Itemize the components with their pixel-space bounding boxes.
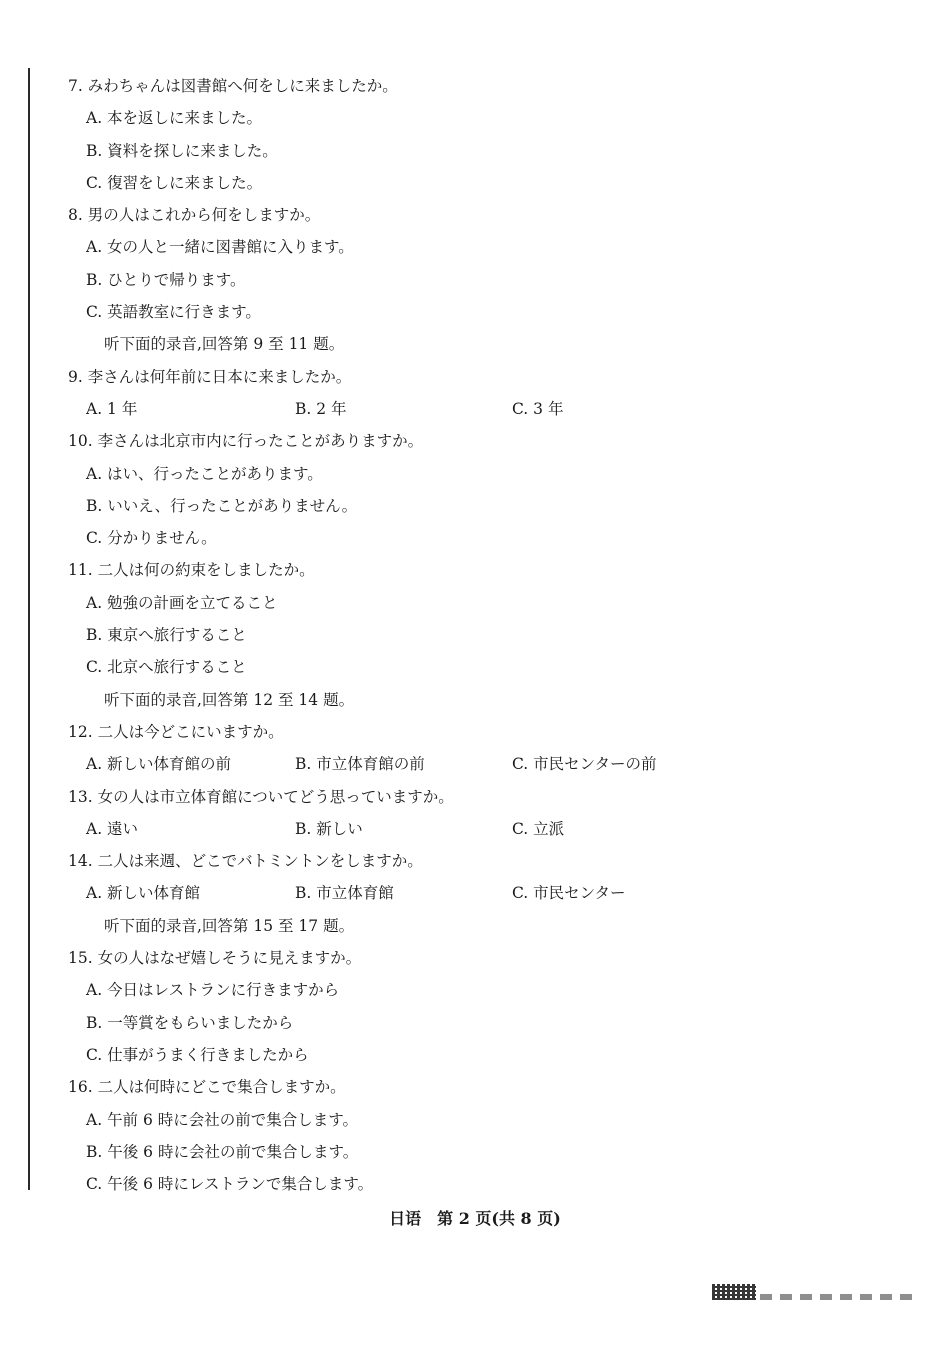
question-8-option-a: A. 女の人と一緒に図書館に入ります。 (86, 238, 354, 257)
question-14-option-b: B. 市立体育館 (295, 884, 394, 903)
question-15-option-b: B. 一等賞をもらいましたから (86, 1013, 294, 1032)
instruction-12-14: 听下面的录音,回答第 12 至 14 题。 (104, 690, 355, 709)
question-12-stem: 12. 二人は今どこにいますか。 (68, 722, 284, 741)
question-16-option-a: A. 午前 6 時に会社の前で集合します。 (86, 1110, 359, 1129)
qr-code-icon (712, 1284, 756, 1300)
question-16-option-b: B. 午後 6 時に会社の前で集合します。 (86, 1142, 359, 1161)
question-list (68, 70, 888, 1200)
question-8-option-c: C. 英語教室に行きます。 (86, 303, 261, 322)
question-7-option-b: B. 資料を探しに来ました。 (86, 141, 278, 160)
question-13-option-c: C. 立派 (512, 819, 565, 838)
question-15-option-c: C. 仕事がうまく行きましたから (86, 1045, 309, 1064)
question-15-stem: 15. 女の人はなぜ嬉しそうに見えますか。 (68, 949, 362, 968)
question-14-option-a: A. 新しい体育館 (86, 884, 201, 903)
question-10-option-a: A. はい、行ったことがあります。 (86, 464, 323, 483)
instruction-15-17: 听下面的录音,回答第 15 至 17 题。 (104, 916, 355, 935)
question-14-stem: 14. 二人は来週、どこでバトミントンをしますか。 (68, 852, 423, 871)
question-7-option-c: C. 復習をしに来ました。 (86, 173, 263, 192)
question-11-option-c: C. 北京へ旅行すること (86, 658, 247, 677)
question-13-options (68, 813, 888, 845)
question-11-option-b: B. 東京へ旅行すること (86, 626, 247, 645)
question-12-options (68, 748, 888, 780)
watermark-strip (760, 1294, 920, 1300)
question-12-option-b: B. 市立体育館の前 (295, 755, 425, 774)
question-10-option-c: C. 分かりません。 (86, 529, 217, 548)
question-9-option-a: A. 1 年 (86, 399, 138, 418)
question-12-option-c: C. 市民センターの前 (512, 755, 657, 774)
question-11-stem: 11. 二人は何の約束をしましたか。 (68, 561, 315, 580)
question-7-stem: 7. みわちゃんは図書館へ何をしに来ましたか。 (68, 77, 398, 95)
question-16-option-c: C. 午後 6 時にレストランで集合します。 (86, 1175, 374, 1194)
question-9-options (68, 393, 888, 425)
question-13-option-a: A. 遠い (86, 819, 139, 838)
question-14-options (68, 877, 888, 909)
question-9-option-c: C. 3 年 (512, 399, 564, 418)
question-8-stem: 8. 男の人はこれから何をしますか。 (68, 206, 321, 225)
question-12-option-a: A. 新しい体育館の前 (86, 755, 232, 774)
question-9-stem: 9. 李さんは何年前に日本に来ましたか。 (68, 367, 352, 386)
question-7-option-a: A. 本を返しに来ました。 (86, 109, 263, 128)
question-15-option-a: A. 今日はレストランに行きますから (86, 981, 340, 1000)
question-10-option-b: B. いいえ、行ったことがありません。 (86, 496, 358, 515)
question-13-option-b: B. 新しい (295, 819, 363, 838)
instruction-9-11: 听下面的录音,回答第 9 至 11 题。 (104, 335, 345, 354)
page-footer: 日语 第 2 页(共 8 页) (389, 1209, 561, 1228)
question-9-option-b: B. 2 年 (295, 399, 347, 418)
margin-rule (28, 68, 30, 1190)
question-16-stem: 16. 二人は何時にどこで集合しますか。 (68, 1078, 346, 1097)
question-8-option-b: B. ひとりで帰ります。 (86, 270, 246, 289)
question-13-stem: 13. 女の人は市立体育館についてどう思っていますか。 (68, 787, 454, 806)
question-11-option-a: A. 勉強の計画を立てること (86, 593, 278, 612)
question-10-stem: 10. 李さんは北京市内に行ったことがありますか。 (68, 432, 424, 451)
question-14-option-c: C. 市民センター (512, 884, 626, 903)
